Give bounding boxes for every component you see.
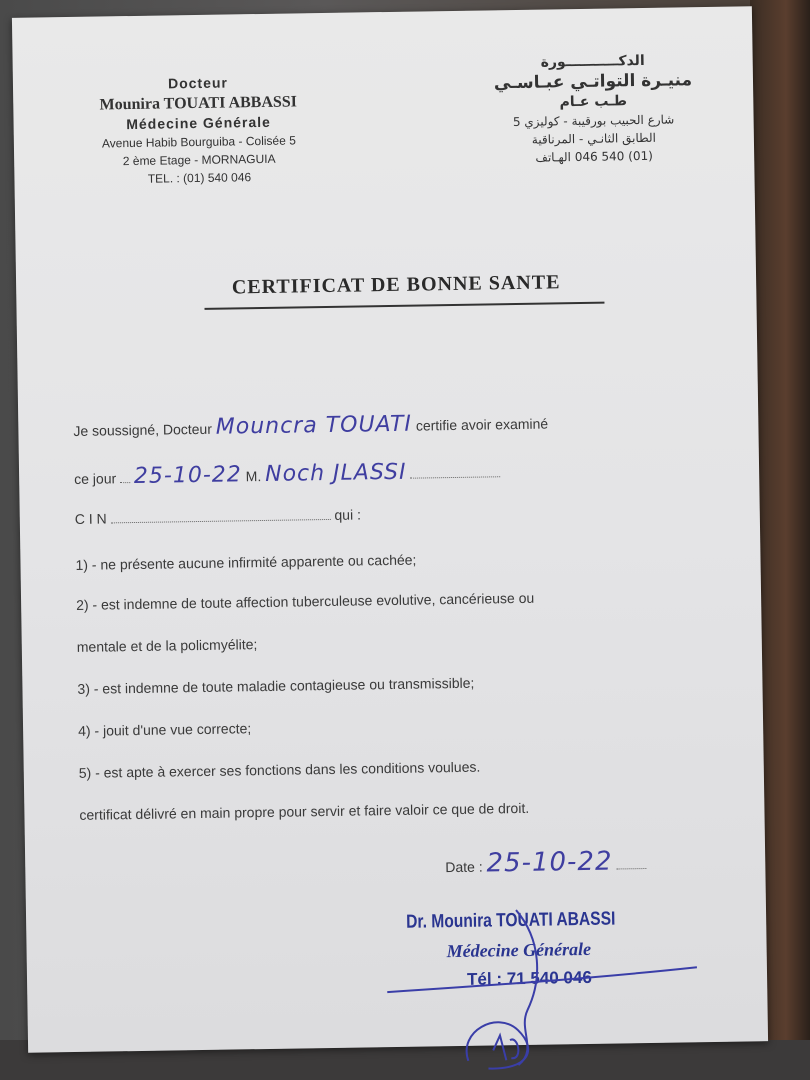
header-address-1: Avenue Habib Bourguiba - Colisée 5 [101,133,296,151]
header-ar-name: منيـرة التواتـي عبـاسـي [493,70,693,94]
header-ar-phone: (01) 540 046 الهـاتف [535,148,653,165]
cin-label: C I N [74,510,107,527]
date-line [445,846,647,879]
header-doctor-name: Mounira TOUATI ABBASSI [99,93,298,114]
item-2a: 2) - est indemne de toute affection tuberculeuse evolutive, cancérieuse ou [76,589,535,613]
date-label: Date : [445,858,483,876]
title-underline [204,302,604,310]
header-ar-title: الدكـــــــــــورة [540,52,645,71]
header-french [68,73,330,187]
header-phone: TEL. : (01) 540 046 [147,170,252,186]
item-2b: mentale et de la policmyélite; [76,636,258,655]
header-ar-specialty: طـب عـام [559,93,628,111]
line-cin [75,506,361,526]
certificate-title: CERTIFICAT DE BONNE SANTE [231,271,561,299]
doctor-stamp [406,907,707,991]
closing-statement: certificat délivré en main propre pour servir et faire valoir ce que de droit. [79,799,530,823]
line2-m: M. [245,468,262,485]
item-3: 3) - est indemne de toute maladie contagieuse ou transmissible; [77,674,475,697]
item-5: 5) - est apte à exercer ses fonctions dans les conditions voulues. [78,758,481,781]
item-4: 4) - jouit d'une vue correcte; [77,720,252,739]
line-date-patient [74,458,501,490]
stamp-phone: Tél : 71 540 046 [466,967,592,989]
header-address-2: 2 ème Etage - MORNAGUIA [122,151,276,169]
item-1: 1) - ne présente aucune infirmité apparente ou cachée; [75,551,417,573]
handwritten-patient-name: Noch JLASSI [264,459,407,487]
certificate-paper [12,6,768,1052]
line-examined [73,410,548,442]
handwritten-date: 25-10-22 [486,846,613,879]
header-ar-address-1: شارع الحبيب بورقيبة - كوليزي 5 [512,112,675,130]
handwritten-doctor-name: Mouncra TOUATI [215,411,413,440]
cin-field [111,519,331,523]
cin-suffix: qui : [334,506,362,523]
header-ar-address-2: الطابق الثانـي - المرناقية [531,130,657,147]
handwritten-exam-date: 25-10-22 [133,462,242,490]
header-specialty: Médecine Générale [126,113,272,133]
stamp-name: Dr. Mounira TOUATI ABASSI [406,908,616,933]
header-arabic [458,52,730,166]
line2-prefix: ce jour [74,470,117,487]
line1-prefix: Je soussigné, Docteur [73,420,213,439]
line1-suffix: certifie avoir examiné [415,415,549,434]
stamp-specialty: Médecine Générale [446,938,592,962]
header-title: Docteur [167,74,229,92]
